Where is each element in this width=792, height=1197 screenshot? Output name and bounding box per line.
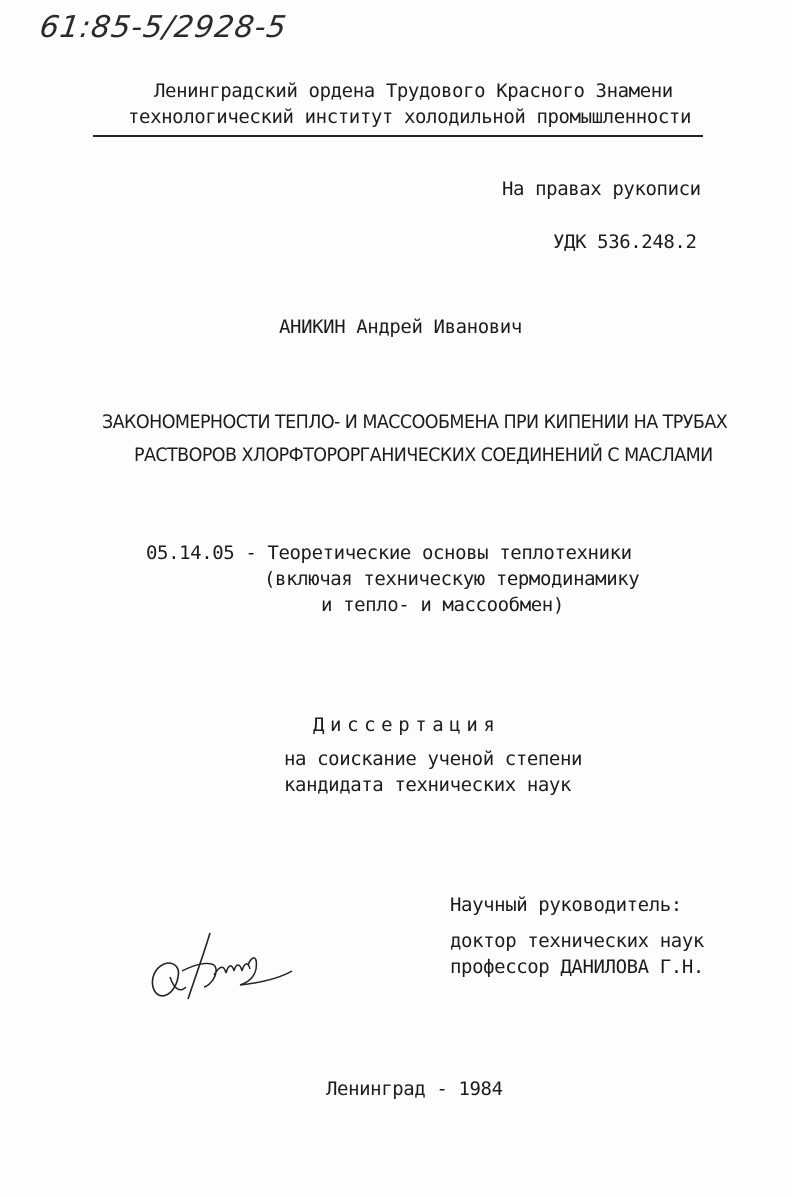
author-name: АНИКИН Андрей Иванович	[279, 316, 522, 338]
author-signature-icon	[140, 925, 300, 1010]
institution-line-2: технологический институт холодильной промышленности	[128, 106, 691, 128]
handwritten-archive-mark: 61:85-5/2928-5	[37, 10, 290, 45]
thesis-title-line-1: ЗАКОНОМЕРНОСТИ ТЕПЛО- И МАССООБМЕНА ПРИ КИПЕНИИ НА ТРУБАХ	[102, 411, 728, 433]
specialty-line-2: (включая техническую термодинамику	[264, 568, 640, 590]
specialty-line-3: и тепло- и массообмен)	[321, 594, 564, 616]
work-type-line-3: кандидата технических наук	[284, 774, 572, 796]
supervisor-degree: доктор технических наук	[450, 930, 704, 952]
udc-code: УДК 536.248.2	[553, 231, 697, 253]
rights-note: На правах рукописи	[502, 178, 701, 200]
specialty-code-line: 05.14.05 - Теоретические основы теплотехники	[146, 542, 632, 564]
place-and-year: Ленинград - 1984	[326, 1078, 503, 1100]
institution-line-1: Ленинградский ордена Трудового Красного Знамени	[154, 80, 673, 102]
thesis-title-line-2: РАСТВОРОВ ХЛОРФТОРОРГАНИЧЕСКИХ СОЕДИНЕНИЙ С МАСЛАМИ	[134, 444, 713, 466]
supervisor-name: профессор ДАНИЛОВА Г.Н.	[450, 956, 704, 978]
header-divider	[93, 135, 703, 137]
work-type-label: Диссертация	[313, 714, 501, 736]
supervisor-heading: Научный руководитель:	[450, 894, 682, 916]
work-type-line-2: на соискание ученой степени	[284, 748, 583, 770]
